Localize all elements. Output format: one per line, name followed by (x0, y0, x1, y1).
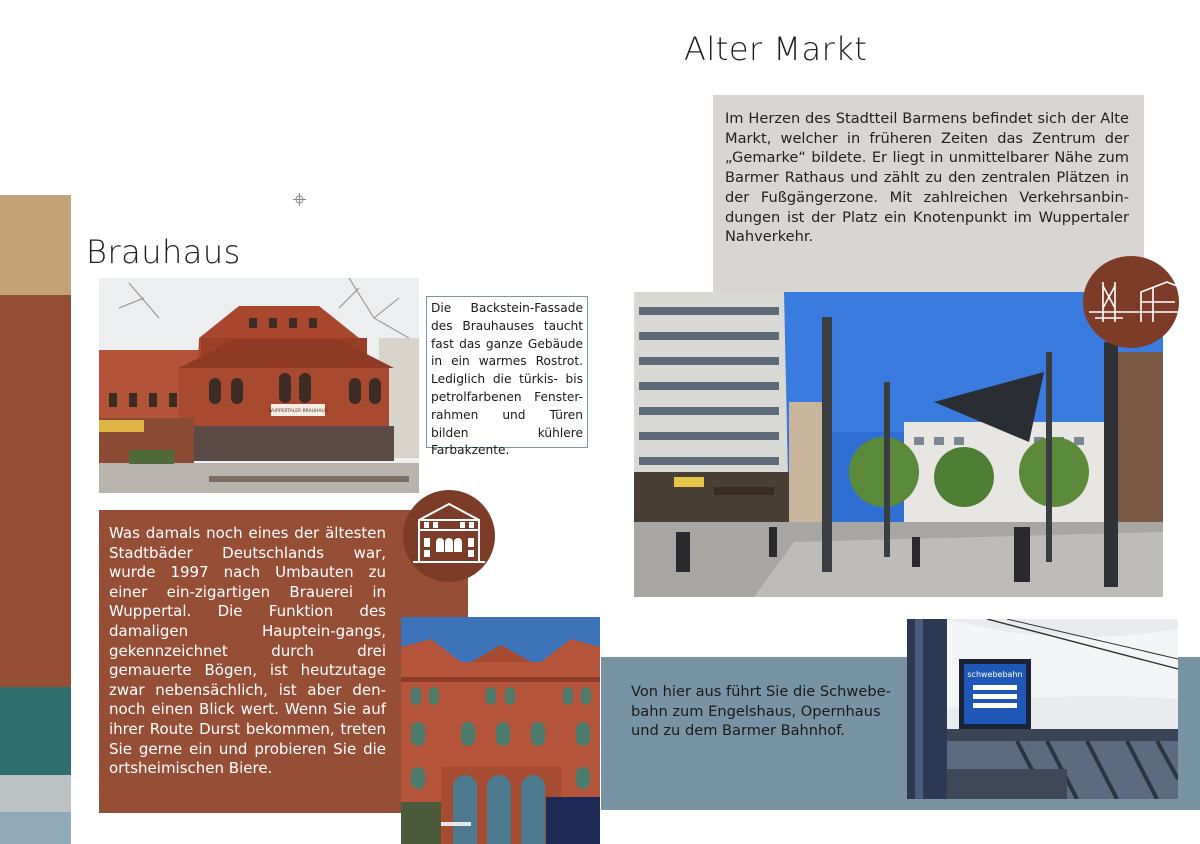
brauhaus-history-text: Was damals noch eines der ältesten Stadtbäder Deutschlands war, wurde 1997 nach Umbauten zu einer ein-zigartigen Brauerei in Wuppertal. Die Funktion des damaligen Hauptein-gangs, gekennzeichnet durch drei gemauerte Bögen, ist heutzutage zwar nebensächlich, ist aber den-noch einen Blick wert. Wenn Sie auf ihrer Route Durst bekommen, treten Sie gerne ein und probieren Sie die ortsheimischen Biere. (109, 524, 386, 778)
brauhaus-photo (99, 278, 419, 493)
color-strip-sand (0, 195, 71, 295)
brauhaus-badge (403, 490, 495, 582)
building-icon (403, 490, 495, 582)
alter-markt-photo (634, 292, 1163, 597)
schwebebahn-photo (907, 619, 1178, 799)
alter-markt-intro-text: Im Herzen des Stadtteil Barmens befindet sich der Alte Markt, welcher in früheren Zeiten das Zentrum der „Gemarke“ bildete. Er liegt in unmittelbarer Nähe zum Barmer Rathaus und zählt zu den zentralen Plätzen in der Fußgängerzone. Mit zahlreichen Verkehrsanbin-dungen ist der Platz ein Knotenpunkt im Wuppertaler Nahverkehr. (725, 110, 1129, 246)
color-strip-teal (0, 687, 71, 775)
section-title-alter-markt: Alter Markt (684, 30, 868, 68)
brauhaus-sign-text: WUPPERTALER BRAUHAUS (268, 409, 328, 414)
schwebebahn-sign-text: schwebebahn (967, 670, 1023, 679)
bridge-icon (1083, 256, 1179, 348)
color-strip-blue (0, 812, 71, 844)
color-strip-rust (0, 295, 71, 687)
alter-markt-badge (1083, 256, 1179, 348)
crosshair-icon (293, 193, 306, 206)
schwebebahn-info-text: Von hier aus führt Sie die Schwebe-bahn zum Engelshaus, Opernhaus und zu dem Barmer Bahnhof. (631, 683, 891, 740)
color-strip-grey (0, 775, 71, 812)
brick-building-photo (401, 617, 600, 844)
section-title-brauhaus: Brauhaus (86, 233, 241, 271)
alter-markt-intro-box (713, 95, 1144, 311)
brauhaus-facade-callout: Die Backstein-Fassade des Brauhauses taucht fast das ganze Gebäude in ein warmes Rostrot. Lediglich die türkis- bis petrolfarbenen Fenster-rahmen und Türen bilden kühlere Farbakzente. (426, 296, 588, 448)
